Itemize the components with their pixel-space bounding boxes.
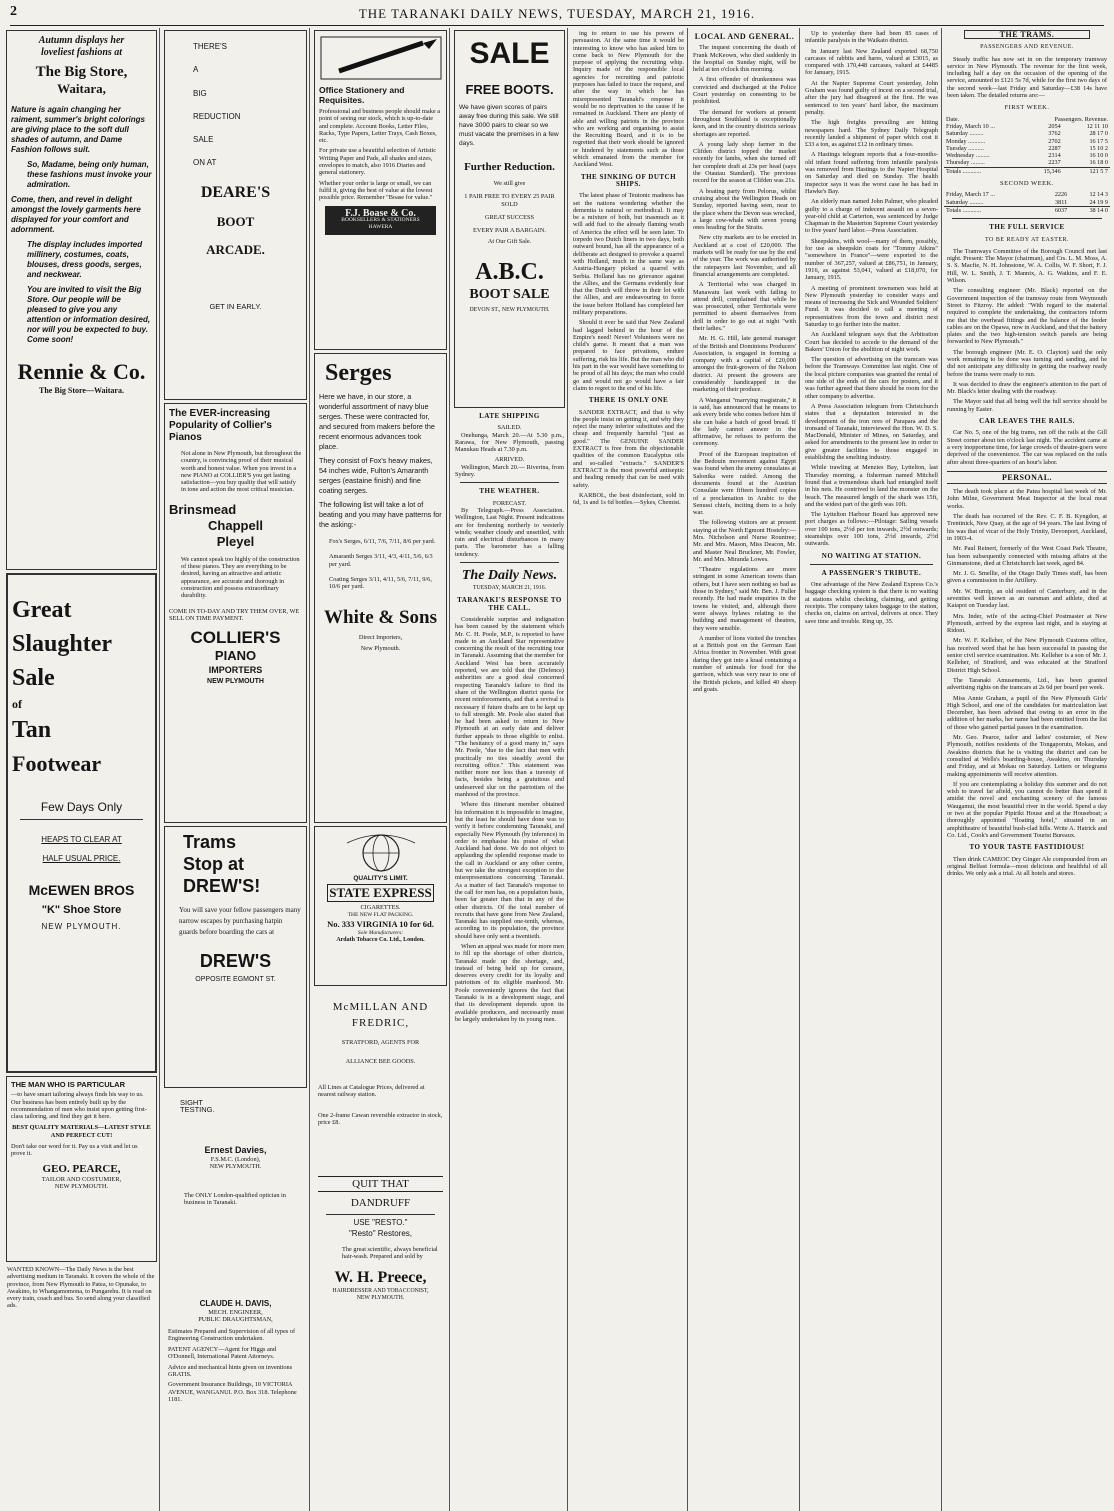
trams-p6: Car No. 5, one of the big trams, ran off the rails at the Gill Street corner about ten o'clock last night. The accident came at a very inopportune time, for large crowds of theatre-goers were deprived of the convenience. The car was replaced on the rails after about three-quarters of an hour's labor.	[947, 429, 1107, 466]
local-2-p10: The question of advertising on the tramcars was before the Tramways Committee last night. One of the local picture companies was granted the rental of one side of the ends of the cars for posters, and it was further agreed that there should be room for the other company to advertise.	[805, 356, 938, 400]
optician-note: The ONLY London-qualified optician in business in Taranaki.	[184, 1192, 286, 1207]
big-store-signature: Rennie & Co.	[17, 359, 146, 384]
wanted-known-notice: WANTED KNOWN—The Daily News is the best advertising medium in Taranaki. It covers the whole of the province, from New Plymouth to Patea, to Opunake, to Awakino, to Whangamomona, to Pungarehu. It is read on every train, coach and bus. So send along your classified ads.	[7, 1266, 155, 1310]
trams-w1-cell: Wednesday .........	[946, 152, 990, 160]
mcmillan-line-3: STRATFORD, AGENTS FOR	[341, 1039, 420, 1046]
local-p3: The demand for workers at present throughout Southland is exceptionally keen, and in the country districts serious shortages are reported.	[693, 108, 796, 138]
sale-address: DEVON ST., NEW PLYMOUTH.	[469, 306, 550, 313]
personal-p1: The death took place at the Patea hospital last week of Mr. John Milne, Government Meat Inspector at the local meat works.	[947, 488, 1107, 510]
trams-week-2: SECOND WEEK.	[1000, 180, 1054, 188]
local-p13: A number of lions visited the trenches at a British post on the German East Africa frontier in November. With great daring they got into a kraal containing a number of animals for food for the garrison, which was very near to one of the British pickets, and killed 40 sheep and goats.	[693, 634, 796, 693]
drew-name: DREW'S	[199, 951, 272, 971]
local-2-p7: Sheepskins, with wool—many of them, possibly, for use as sheepskin coats for "Tommy Atkins" "somewhere in France"—were exported to the number of 367,257, valued at £86,751, in January, 1916, as against 53,041, valued at £18,070, for January, 1915.	[805, 237, 938, 282]
pearce-town: NEW PLYMOUTH.	[54, 1182, 109, 1190]
optician-catalogue: All Lines at Catalogue Prices, delivered at nearest railway station.	[318, 1083, 425, 1098]
state-express-number: No. 333	[327, 918, 355, 929]
trams-header-passengers: Passengers. Revenue.	[1054, 115, 1108, 123]
leader-cont-p3: Should it ever be said that New Zealand had lagged behind in the hour of the Empire's need! Never! Volunteers were no child's game. It meant that a man was prepared to face privations, endure suffering, risk his life. But the man who did his part in the war would have something to be proud of all his days; the man who could go and would not go would have a fair claim to regret to the end of his life.	[573, 319, 684, 392]
local-2-p5: A Hastings telegram reports that a four-months-old infant found suffering from infantile paralysis was removed from Hastings to the Napier Hospital on Saturday and died on Sunday. The health inspector says it was the worst case he has had in Hawke's Bay.	[805, 151, 938, 195]
davis-engineer-ad	[164, 1294, 307, 1474]
trams-p4: It was decided to draw the engineer's attention to the part of Mr. Black's letter dealing with the roadway.	[947, 380, 1107, 396]
local-head: LOCAL AND GENERAL.	[694, 32, 795, 41]
davis-title-2: PUBLIC DRAUGHTSMAN,	[198, 1316, 273, 1324]
deare-line-1: THERE'S	[193, 42, 227, 51]
trams-w1-cell: 12 11 10	[1086, 122, 1108, 130]
table-row	[944, 138, 1110, 145]
trams-w1-total-passengers: 15,346	[1043, 167, 1061, 175]
local-p10: Proof of the European inspiration of the Bedouin movement against Egypt was found when the enemy consulates at Salonika were raided. Among the documents found at the Austrian Consulate were fifteen hundred copies of a proclamation in Arabic to the Senussi chiefs, inciting them to a holy war.	[693, 450, 796, 517]
abc-boot-sale-ad	[454, 30, 565, 408]
davis-body: Estimates Prepared and Supervision of all types of Engineering Construction undertaken.	[168, 1327, 296, 1342]
pearce-head: THE MAN WHO IS PARTICULAR	[11, 1080, 126, 1089]
table-row	[944, 159, 1110, 167]
big-store-headline-1: Autumn displays her	[38, 35, 125, 46]
resto-name: W. H. Preece,	[334, 1269, 427, 1287]
table-row	[944, 145, 1110, 152]
resto-town: NEW PLYMOUTH.	[356, 1295, 405, 1302]
collier-trade: IMPORTERS	[208, 665, 263, 676]
davis-patent: PATENT AGENCY—Agent for Higgs and O'Donnell, International Patent Attorneys.	[168, 1346, 277, 1361]
trams-w1-cell: 16 18 0	[1089, 159, 1108, 167]
optician-name: Ernest Davies,	[204, 1144, 267, 1155]
big-store-body-4: The display includes imported millinery, costumes, coats, blouses, dress goods, serges, and neckwear.	[27, 240, 143, 279]
collier-brand-2: Chappell	[208, 517, 263, 533]
karbol-ad: KARBOL, the best disinfectant, sold in 6d, 1s and 1s 6d bottles.—Sykes, Chemist.	[573, 491, 684, 507]
trams-w2-total-label: Totals ............	[946, 206, 982, 214]
local-2-p14: One advantage of the New Zealand Express Co.'s baggage checking system is that there is no waiting at stations whilst checking, claiming, and getting receipts. The company takes baggage to the station, checks on, claims on arrival, delivers at once. They save time and trouble. Ring up, 35.	[805, 581, 938, 625]
personal-p11: If you are contemplating a holiday this summer and do not wish to travel far afield, you cannot do better than spend it amidst the novel and enchanting scenery of the famous Waugamui, the most beautiful river in the world. Spend a day or two at the popular Pipiriki House and at the Houseboat; a thoroughly appointed "floating hotel," situated in an amphitheatre of beautiful bush-clad hills. Write A. Hatrick and Co. Ltd., Cook's and Government Tourist Bureaux.	[947, 780, 1107, 839]
slaughter-line-4: of	[12, 697, 22, 711]
local-2-p11: A Press Association telegram from Christchurch states that a deputation interested in the development of the iron ores of Parapara and the ironsand of Taranaki, interviewed the Hon. W. D. S. MacDonald, Minister of Mines, on Saturday, and asked for amendments to the present law in order to give greater facilities to those engaged in establishing the smelting industry.	[805, 402, 938, 462]
local-2-p9: An Auckland telegram says that the Arbitration Court has decided to accede to the demand of the Bakers' Union for the abolition of night work.	[805, 331, 938, 353]
shipping-head: LATE SHIPPING	[479, 412, 540, 420]
boase-stationery-ad	[314, 30, 447, 350]
trams-w1-cell: 2314	[1048, 152, 1061, 160]
trams-w1-cell: 16 17 5	[1089, 137, 1108, 145]
trams-p1: The Tramways Committee of the Borough Council met last night. Present: The Mayor (chairman), and Crs. L. M. Moss, A. S. S. Macfie, N. H. Johnstone, W. A. Collis, W. F. Short, F. J. Hill, W. L. Smith, J. T. Mannix, A. G. Watkins, and F. E. Wilson.	[947, 247, 1107, 285]
personal-p8: The Taranaki Amusements, Ltd., has been granted advertising rights on the tramcars at 2s 6d per board per week.	[947, 676, 1107, 692]
trams-p2: The consulting engineer (Mr. Black) reported on the Government inspection of the tramway route from Weymouth Street to Fitzroy. He added: "With regard to the material required to complete the undertaking, the contractors inform me that the overhead fittings and the balance of the feeder cables are on the Opawa, now in Auckland, and that the battery plates and the two high-tension switch panels are being forwarded to New Plymouth."	[947, 287, 1107, 346]
deare-boot-arcade-ad	[164, 30, 307, 400]
state-express-price: VIRGINIA 10 for 6d.	[356, 918, 434, 929]
serges-prices-3: Coating Serges 3/11, 4/11, 5/6, 7/11, 9/6, 10/6 per yard.	[329, 575, 432, 591]
pearce-tailor-ad	[6, 1076, 157, 1262]
shipping-arrived: ARRIVED.	[494, 456, 525, 464]
local-2-p8: A meeting of prominent townsmen was held at New Plymouth yesterday to consider ways and means of increasing the Sick and Wounded Soldiers' Fund. It was decided to call a meeting of representatives from the town and district next Saturday to go further into the matter.	[805, 284, 938, 328]
local-2-p13: The Lyttelton Harbour Board has approved new port charges as follows:—Pilotage: Sailing vessels over 100 tons, 2½d per ton inwards, 2½d outwards; steamships over 100 tons, 2½d inwards, 2½d outwards.	[805, 511, 938, 548]
pearce-line-3: Don't take our word for it. Pay us a visit and let us prove it.	[11, 1143, 138, 1158]
slaughter-line-1: Great	[12, 597, 72, 623]
white-sons-serges-ad	[314, 353, 447, 823]
weather-sub: FORECAST.	[492, 499, 527, 507]
collier-body: Not alone in New Plymouth, but throughout the country, is convincing proof of their musical worth and honest value. When you invest in a new PIANO at COLLIER'S you get lasting satisfaction—you buy quality that will satisfy in tone and action the most critical musician.	[181, 450, 302, 494]
column-2	[162, 28, 310, 1511]
trams-w2-cell: 12 14 3	[1089, 191, 1108, 199]
big-store-headline-2: loveliest fashions at	[40, 47, 123, 58]
mcmillan-line-2: FREDRIC,	[351, 1017, 410, 1029]
column-3	[312, 28, 450, 1511]
leader-cont-p1: ing to return to use his powers of persuasion. At the same time it would be interesting to know who has asked him to come back to New Plymouth for the purpose of applying the recruiting whip. Inquiry made of the responsible local agencies for recruiting and patriotic purposes has failed to trace the request, and after the way in which he has misrepresented Taranaki's response it would be no deprivation to the cause if he remained in Auckland. There are plenty of able and willing patriots in the province who are working and organising to assist the Recruiting Board, and it is to be regretted that their work should be ignored or hindered by statements such as those which emanated from the member for Auckland West.	[573, 30, 684, 169]
collier-head: The EVER-increasing Popularity of Collier's Pianos	[169, 408, 272, 443]
pearce-trade: TAILOR AND COSTUMIER,	[41, 1175, 122, 1183]
optician-town: NEW PLYMOUTH.	[209, 1162, 262, 1170]
big-store-tagline: The Big Store—Waitara.	[39, 386, 124, 395]
trams-w2-total-revenue: 38 14 0	[1089, 206, 1108, 214]
state-express-quality: QUALITY'S LIMIT.	[353, 875, 408, 882]
mcmillan-bee-ad	[314, 989, 447, 1169]
personal-p5: Mr. W. Burnip, an old resident of Canterbury, and in the seventies well known as an oarsman and athlete, died at Kaiapoi on Tuesday last.	[947, 587, 1107, 610]
collier-town: NEW PLYMOUTH	[207, 678, 264, 686]
deare-cta: GET IN EARLY.	[209, 301, 262, 311]
pearce-name: GEO. PEARCE,	[42, 1162, 121, 1175]
serges-body: Here we have, in our store, a wonderful assortment of navy blue serges. These were contracted for, and secured from makers before the recent enormous advances took place.	[319, 392, 435, 451]
passenger-tribute-head: A PASSENGER'S TRIBUTE.	[821, 568, 922, 577]
trams-w1-cell: Thursday .........	[946, 159, 985, 167]
trams-w2-cell: 2226	[1054, 191, 1068, 199]
shipping-sailed: SAILED.	[497, 424, 522, 432]
trams-week-2-table	[944, 191, 1110, 214]
sander-ad: SANDER EXTRACT, and that is why the people insist on getting it, and why they reject the many inferior substitutes and the cheap and frequently harmful "just as good." The GENUINE SANDER EXTRACT is free from the objectionable qualities of the common Eucalyptus oils and so-called "extracts." SANDER'S EXTRACT is the most powerful antiseptic and healing remedy that can be used with safety.	[573, 408, 684, 489]
trams-week-1-total	[944, 167, 1110, 175]
serges-prices-1: Fox's Serges, 6/11, 7/6, 7/11, 8/6 per yard.	[329, 538, 436, 545]
trams-w1-cell: 28 17 0	[1089, 130, 1108, 138]
mcmillan-line-4: ALLIANCE BEE GOODS.	[345, 1058, 416, 1066]
optician-line-2: TESTING.	[180, 1105, 215, 1115]
serges-prices-2: Amaranth Serges 3/11, 4/3, 4/11, 5/6, 6/3 per yard.	[329, 553, 433, 568]
davis-advice: Advice and mechanical hints given on inventions GRATIS.	[168, 1363, 293, 1379]
personal-p9: Miss Annie Graham, a pupil of the New Plymouth Girls' High School, and one of the candidates for matriculation last December, has been advised that owing to an error in the addition of her marks, her name had been omitted from the list of those who gained partial passes in the examination.	[947, 694, 1107, 731]
personal-p10: Mr. Geo. Pearce, tailor and ladies' costumier, of New Plymouth, notifies residents of the Tongaporutu, Mokau, and Awakino districts that he is visiting the district and can be consulted at Wells's boarding-house, Awakino, on Thursday and Friday, and at Mokau on Saturday. Letters or telegrams making appointments will receive attention.	[947, 734, 1107, 778]
optician-line-1: SIGHT	[180, 1098, 203, 1107]
sale-head: SALE	[469, 37, 550, 70]
full-service-sub: TO BE READY AT EASTER.	[984, 236, 1070, 243]
drew-line-1: Trams	[183, 832, 237, 852]
pen-nib-icon	[319, 35, 443, 81]
resto-divider	[326, 1214, 435, 1215]
deare-line-3: BIG	[193, 88, 207, 98]
local-2-p2: In January last New Zealand exported 68,750 carcases of rabbits and hares, valued at £3015, as compared with 170,448 carcases, valued at £4485 for January, 1915.	[805, 47, 938, 77]
local-p9: A Wanganui "marrying magistrate," it is said, has announced that he means to ask every bride who comes before him if she can bake a batch of good bread. If the lady cannot answer in the affirmative, he refuses to perform the ceremony.	[693, 396, 796, 448]
serges-body-3: The following list will take a lot of beating and you may have patterns for the asking:-	[319, 500, 442, 529]
local-p11: The following visitors are at present staying at the North Egmont Hostelry:—Mrs. Nicholson and Nurse Rountree; Mr. and Mrs. Mason, Miss Deacon, Mr. and Master Neal Bruckner, Mr. Fowler, Mr. and Mrs. Miranda Lowes.	[693, 519, 796, 563]
deare-line-2: A	[193, 65, 199, 75]
deare-line-7: BOOT	[216, 213, 255, 229]
local-2-p12: While trawling at Menzies Bay, Lyttelton, last Thursday morning, a fisherman named Mitchell found that a tremendous shark had entangled itself in his nets. He contrived to land the monster on the beach. The measured length of the shark was 15ft, and the widest part of the girth was 10ft.	[805, 464, 938, 508]
trams-week-1-table	[944, 116, 1110, 175]
personal-p7: Mr. W. F. Kelleher, of the New Plymouth Customs office, has received word that he has been successful in passing the senior civil service examination. Mr. Kelleher is a son of Mr. J. Kelleher, of Stratford, and was educated at the Stratford District High School.	[947, 637, 1107, 674]
personal-p4: Mr. J. G. Smellie, of the Otago Daily Times staff, has been given a commission in the Artillery.	[947, 570, 1107, 585]
resto-dandruff-ad	[314, 1172, 447, 1392]
personal-p12: Then drink CAMEOC Dry Ginger Ale compounded from an original Belfast formula—most delicious and healthful of all drinks. We only ask a trial. At all hotels and stores.	[947, 855, 1107, 878]
davis-title-1: MECH. ENGINEER,	[208, 1309, 263, 1316]
car-leaves-rails-head: CAR LEAVES THE RAILS.	[979, 417, 1075, 426]
state-express-maker: Ardath Tobacco Co. Ltd., London.	[336, 937, 425, 944]
slaughter-line-6: Footwear	[12, 751, 102, 776]
slaughter-firm: McEWEN BROS	[28, 881, 135, 898]
optician-extractor: One 2-frame Cawan reversible extractor in stock, price £8.	[318, 1112, 443, 1127]
collier-name: COLLIER'S	[190, 628, 281, 648]
resto-line-4: "Resto" Restores,	[348, 1229, 413, 1239]
column-4-right	[570, 28, 687, 1511]
collier-brand-1: Brinsmead	[169, 501, 237, 517]
local-p12: "Theatre regulations are more stringent in some American towns than others, but I have seen nothing so bad as those in Sydney," said Mr. Ben. J. Fuller recently. He had made enquiries in the towns he visited, and, although there were always bylaws relating to the building and management of theatres, they were sensible.	[693, 566, 796, 632]
boase-logo	[325, 206, 436, 236]
column-5	[690, 28, 800, 1511]
local-2-p1: Up to yesterday there had been 85 cases of infantile paralysis in the Waikato district.	[805, 30, 938, 45]
trams-w1-cell: 2702	[1048, 137, 1061, 145]
drew-line-3: DREW'S!	[183, 876, 261, 896]
column-4	[452, 28, 688, 1511]
dutch-ships-head: THE SINKING OF DUTCH SHIPS.	[580, 172, 677, 188]
trams-w1-total-label: Totals ............	[946, 167, 982, 175]
deare-line-4: REDUCTION	[193, 111, 241, 121]
pearce-body: —to have smart tailoring always finds his way to us. Our business has been entirely built up by the recommendation of men who insist upon getting first-class tailoring, and find they get it here.	[11, 1091, 147, 1121]
shipping-sailed-text: Onehunga, March 20.—At 5.30 p.m., Rarawa, for New Plymouth, passing Manukau Heads at 7.30 p.m.	[455, 431, 564, 454]
local-p2: A first offender of drunkenness was convicted and discharged at the Police Court yesterday on consenting to be prohibited.	[693, 76, 796, 106]
trams-w1-cell: 2287	[1048, 144, 1061, 152]
trams-week-1: FIRST WEEK.	[1004, 104, 1050, 112]
trams-w2-cell: 3811	[1055, 198, 1068, 206]
serges-head: Serges	[325, 360, 392, 386]
boase-body: Professional and business people should make a point of seeing our stock, which is up-to-date and complete. Account Books, Letter Files, Racks, Type Papers, Letter Trays, Cash Boxes, etc.	[319, 108, 441, 145]
trams-w1-cell: 16 10 0	[1089, 152, 1108, 160]
boase-body-2: For private use a beautiful selection of Artistic Writing Paper and Pads, all shades and sizes, envelopes to match, also 1916 Diaries and general stationery.	[319, 147, 436, 177]
boase-logo-name: F.J. Boase & Co.	[345, 207, 416, 219]
column-6	[802, 28, 942, 1511]
trams-w1-cell: Saturday .........	[946, 130, 984, 138]
sale-free-boots: FREE BOOTS.	[465, 82, 554, 97]
boase-body-3: Whether your order is large or small, we can fulfil it, giving the best of value at the lowest possible price. Remember "Boase for value."	[319, 179, 433, 202]
big-store-name: The Big Store,	[35, 64, 128, 80]
shipping-arrived-text: Wellington, March 20.— Riverina, from Sydney.	[455, 463, 564, 479]
pearce-line-2: BEST QUALITY MATERIALS—LATEST STYLE AND PERFECT CUT!	[12, 1124, 151, 1139]
trams-w1-cell: 15 10 2	[1089, 144, 1108, 152]
weather-divider	[460, 482, 559, 483]
globe-icon	[319, 831, 443, 875]
column-4-left	[452, 28, 568, 1511]
boase-head: Office Stationery and Requisites.	[319, 85, 405, 105]
serges-body-2: They consist of Fox's heavy makes, 54 inches wide, Fulton's Amaranth serges (eastaine finish) and fine coating serges.	[319, 456, 433, 495]
collier-product: PIANO	[214, 648, 257, 664]
sale-line-2: 1 PAIR FREE TO EVERY 25 PAIR SOLD	[464, 193, 555, 208]
serges-name: White & Sons	[324, 607, 437, 629]
column-1	[4, 28, 160, 1511]
trams-header-date: Date.	[946, 115, 960, 123]
state-express-brand: STATE EXPRESS	[327, 884, 434, 902]
sale-body: We have given scores of pairs away free during this sale. We still have 3000 pairs to clear so we must vacate the premises in a few days.	[459, 104, 559, 147]
fastidious-head: TO YOUR TASTE FASTIDIOUS!	[969, 843, 1085, 852]
trams-w1-total-revenue: 121 5 7	[1089, 167, 1108, 175]
slaughter-line-5: Tan	[12, 717, 52, 743]
trams-table-header	[944, 116, 1110, 123]
optician-ad	[164, 1091, 307, 1291]
page-number: 2	[10, 4, 18, 19]
local-p4: A young lady shop farmer in the Clifden district topped the market recently for lambs, when she turned off her complete draft at 23s per head (says the Otautau Standard). The previous record for the season at Clifden was 21s.	[693, 140, 796, 185]
trams-w1-cell: 3762	[1048, 130, 1061, 138]
sale-further-reduction: Further Reduction.	[464, 161, 555, 173]
trams-w1-cell: Tuesday ..........	[946, 144, 984, 152]
local-p5: A boating party from Pelorus, whilst cruising about the Wellington Heads on Sunday, reported having seen, near to the place where the Devon was wrecked, a large cow-whale with seven young ones heading for the Straits.	[693, 187, 796, 232]
trams-p5: The Mayor said that all being well the full service should be running by Easter.	[947, 398, 1107, 413]
masthead-title: THE TARANAKI DAILY NEWS, TUESDAY, MARCH 21, 1916.	[358, 6, 756, 21]
optician-credentials: F.S.M.C. (London),	[210, 1155, 261, 1163]
personal-p2: The death has occurred of the Rev. C. F. B. Kyngdon, at Trentinick, New Quay, at the age of 94 years. The last living of his was that of vicar of the Holy Trinity, Devonport, Auckland, in 1903-4.	[947, 513, 1107, 542]
slaughter-divider	[20, 819, 143, 820]
big-store-place: Waitara,	[57, 81, 106, 96]
deare-name: DEARE'S	[200, 183, 271, 201]
sale-line-1: We still give	[493, 180, 526, 187]
trams-intro: Steady traffic has now set in on the temporary tramway service in New Plymouth. The revenue for the first week, including half a day on the occasion of the opening of the service, amounted to £121 5s 7d, while for the first two days of the second week—last Friday and Saturday—£38 14s have been taken. The detailed returns are:—	[947, 55, 1107, 100]
collier-cta: COME IN TO-DAY AND TRY THEM OVER, WE SELL ON TIME PAYMENT.	[169, 607, 300, 622]
drew-line-2: Stop at	[183, 854, 244, 874]
big-store-body-1: Nature is again changing her raiment, summer's bright colorings are giving place to the soft dull shades of autumn, and Dame Fashion follows suit.	[11, 105, 145, 154]
trams-w1-cell: Monday ...........	[946, 137, 986, 145]
state-express-ad	[314, 826, 447, 986]
trams-head: THE TRAMS.	[964, 30, 1090, 39]
sale-line-5: At Our Gift Sale.	[487, 238, 532, 246]
leader-p1: Considerable surprise and indignation has been caused by the statement which Mr. C. H. Poole, M.P., is reported to have made to an Auckland Star representative concerning the result of the recruiting tour in Taranaki. Assuming that the member for Auckland West has been accurately reported, we are told that the (Defence) authorities are a good deal concerned respecting Taranaki's failure to find its share of the Wellington district quota for recent reinforcements, and that a revival is necessary if future drafts are to be kept up to full strength. Mr. Poole also stated that he had been asked to return to New Plymouth at an early date and deliver further appeals to those eligible to enlist. "The hesitancy of a good many in," says Mr. Poole, "due to the fact that men with practically no ties steadily avoid the recruiting office." This statement was neither more nor less than a travesty of facts, besides being a gratuitous and undeserved slur on the patriotism of the manhood of the province.	[455, 615, 564, 799]
collier-brand-3: Pleyel	[216, 533, 255, 549]
personal-p6: Mrs. Inder, wife of the acting-Chief Postmaster at New Plymouth, arrived by the express last night, and is staying at Ridoni.	[947, 612, 1107, 635]
collier-pianos-ad	[164, 403, 307, 823]
big-store-body-3: Come, then, and revel in delight amongst the lovely garments here displayed for your comfort and adornment.	[11, 195, 141, 234]
local-p1: The inquest concerning the death of Frank McKeown, who died suddenly in the hospital on Sunday night, will be held at ten o'clock this morning.	[693, 44, 796, 74]
slaughter-sale-ad	[6, 573, 157, 1073]
masthead	[10, 4, 1104, 26]
nameplate-divider	[460, 562, 559, 563]
slaughter-heaps: HEAPS TO CLEAR AT	[41, 835, 122, 844]
mcmillan-line-1: McMILLAN AND	[332, 1001, 429, 1013]
no-waiting-head: NO WAITING AT STATION.	[821, 551, 922, 560]
table-row	[944, 130, 1110, 137]
weather-head: THE WEATHER.	[479, 487, 540, 496]
leader-date: TUESDAY, MARCH 21, 1916.	[472, 585, 547, 592]
trams-w2-cell: Saturday .........	[946, 198, 984, 206]
leader-cont-p2: The latest phase of Teutonic madness has set the nations wondering whether the dementia is natural or methodical. It may be a mixture of both, but inasmuch as it will add fuel to the already flaming wrath of America the effect will be seen later. To torpedo two Dutch liners in two days, both outward bound, has all the appearance of a deliberate act designed to provoke a quarrel with Holland, much in the same way as Austria-Hungary picked a quarrel with Serbia. Holland has no grievance against the Allies, and the Germans evidently fear that the Dutch will throw in their lot with the Allies, and are endeavouring to force the issue before Holland has completed her military preparations.	[573, 192, 684, 316]
trams-week-2-total	[944, 206, 1110, 214]
sale-name-1: A.B.C.	[475, 258, 544, 285]
table-row	[944, 191, 1110, 198]
state-express-product: CIGARETTES.	[360, 904, 401, 912]
resto-line-3: USE "RESTO."	[353, 1218, 408, 1227]
boase-logo-sub: BOOKSELLERS & STATIONERS	[341, 216, 420, 223]
local-2-p6: An elderly man named John Palmer, who pleaded guilty to a charge of indecent assault on a seven-year-old child at Carterton, was sentenced by Judge Chapman in the Masterton Supreme Court yesterday to five years' hard labor.—Press Association.	[805, 198, 938, 235]
resto-line-1: QUIT THAT	[318, 1176, 443, 1192]
drew-hatpin-ad	[164, 826, 307, 1088]
trams-w1-cell: 2237	[1048, 159, 1061, 167]
sander-head: THERE IS ONLY ONE	[588, 396, 669, 405]
slaughter-line-3: Sale	[12, 665, 55, 691]
weather-body: By Telegraph.—Press Association. Wellington, Last Night. Present indications are for freshening northerly to westerly winds; weather cloudy and unsettled, with rain and electrical disturbances in many parts. The barometer has a falling tendency.	[455, 506, 564, 558]
leader-p3: When an appeal was made for more men to fill up the shortage of other districts, Taranaki made up the shortage, and, instead of being held up for censure, deserves every credit for its loyalty and patriotism of its eligible manhood. Mr. Poole conveniently ignores the fact that Taranaki is in a development stage, and that its development depends upon its available producers, and necessarily must be largely undertaken by its young men.	[455, 943, 564, 1023]
trams-w2-cell: Friday, March 17 ...	[946, 191, 995, 199]
serges-town: New Plymouth.	[360, 644, 401, 652]
leader-p2: Where this itinerant member obtained his information it is impossible to imagine, but the least he should have done was to verify it before condemning Taranaki, and especially New Plymouth (by inference) in order to emphasise his praise of what Auckland had done. We do not object to applauding the splendid response made to the call in Auckland or any other centre, but we take the strongest exception to the misrepresentations concerning Taranaki. As a matter of fact Taranaki's response to the call for men has, on a population basis, been far greater than that in any of the other districts. Of the total number of recruits that have gone from New Zealand, Taranaki has supplied one-tenth, whereas, according to its population, the province should have only sent a twentieth.	[455, 801, 564, 940]
column-7	[944, 28, 1110, 1511]
slaughter-line-2: Slaughter	[12, 631, 113, 657]
drew-address: OPPOSITE EGMONT ST.	[195, 976, 276, 983]
no-waiting-divider	[810, 564, 933, 565]
local-p7: A Territorial who was charged in Manawatu last week with failing to attend drill, complained that while he was prosecuted, other Territorials were permitted to absent themselves from drill in order to go out at night "with their ladies."	[693, 281, 796, 332]
deare-line-5: SALE	[193, 135, 214, 145]
local-2-p3: At the Napier Supreme Court yesterday, John Graham was found guilty of incest on a second trial, after the jury had disagreed at the first. He was sentenced to ten years' hard labor, the maximum penalty.	[805, 79, 938, 116]
leader-nameplate: The Daily News.	[461, 568, 558, 584]
collier-body-2: We cannot speak too highly of the construction of these pianos. They are everything to be desired, having an attractive and artistic appearance, are accurate and thorough in construction and possess extraordinary durability.	[181, 555, 300, 600]
resto-line-2: DANDRUFF	[350, 1197, 411, 1209]
boase-logo-town: HAWERA	[368, 224, 393, 231]
big-store-body-5: You are invited to visit the Big Store. Our people will be pleased to give you any attention or information desired, nor will you be expected to buy. Come soon!	[27, 285, 151, 344]
trams-sub: PASSENGERS AND REVENUE.	[980, 44, 1074, 51]
trams-w1-cell: 2054	[1048, 122, 1061, 130]
sale-line-3: GREAT SUCCESS	[484, 213, 535, 221]
slaughter-town: NEW PLYMOUTH.	[41, 921, 122, 931]
davis-name: CLAUDE H. DAVIS,	[199, 1299, 272, 1308]
slaughter-store: "K" Shoe Store	[41, 903, 122, 916]
local-p8: Mr. H. G. Hill, late general manager of the British and Dominions Producers' Association, is engaged in forming a company with a capital of £20,000 amongst the fruit-growers of the Nelson district. At present the growers are considerably handicapped in the marketing of their produce.	[693, 335, 796, 394]
slaughter-days: Few Days Only	[40, 800, 123, 814]
local-p6: New city markets are to be erected in Auckland at a cost of £20,000. The markets will be ready for use by the end of the year. The work was authorised by the ratepayers last November, and all financial arrangements are completed.	[693, 234, 796, 278]
trams-w2-total-passengers: 6037	[1054, 206, 1068, 214]
big-store-ad	[6, 30, 157, 570]
sale-line-4: EVERY PAIR A BARGAIN.	[472, 227, 546, 235]
trams-w2-cell: 24 19 9	[1089, 198, 1108, 206]
big-store-body-2: So, Madame, being only human, these fashions must invoke your admiration.	[27, 160, 152, 189]
drew-body: You will save your fellow passengers many narrow escapes by purchasing hatpin guards before boarding the cars at	[179, 906, 301, 936]
slaughter-price: HALF USUAL PRICE.	[42, 854, 121, 864]
deare-line-8: ARCADE.	[206, 241, 265, 257]
resto-body: The great scientific, always beneficial hair-wash. Prepared and sold by	[342, 1245, 438, 1260]
table-row	[944, 152, 1110, 159]
leader-head: TARANAKI'S RESPONSE TO THE CALL.	[457, 596, 562, 612]
personal-head: PERSONAL.	[947, 471, 1107, 484]
full-service-head: THE FULL SERVICE	[989, 223, 1065, 232]
personal-p3: Mr. Paul Reinert, formerly of the West Coast Park Theatre, has been subsequently connected with missing affairs at the Ginmanstone, died at Christchurch last week, aged 84.	[947, 545, 1107, 567]
state-express-maker-label: Sole Manufacturers:	[357, 929, 404, 936]
davis-address: Government Insurance Buildings, 10 VICTORIA AVENUE, WANGANUI. P.O. Box 318. Telephone 1181.	[168, 1381, 297, 1403]
serges-trade: Direct Importers,	[358, 634, 403, 642]
trams-p3: The borough engineer (Mr. E. O. Clayton) said the only work remaining to be done was turning and sanding, and he did not anticipate any difficulty in getting the roadway ready before the trams were ready to run.	[947, 348, 1107, 378]
resto-trade: HAIRDRESSER AND TOBACCONIST,	[332, 1288, 429, 1295]
trams-w1-cell: Friday, March 10 ...	[946, 122, 995, 130]
table-row	[944, 123, 1110, 130]
sale-name-2: BOOT SALE	[469, 286, 550, 302]
local-2-p4: The high freights prevailing are hitting newspapers hard. The Sydney Daily Telegraph recently landed a shipment of paper which cost it £33 a ton, as against £12 in ordinary times.	[805, 119, 938, 149]
trams-divider	[952, 218, 1102, 219]
table-row	[944, 199, 1110, 207]
state-express-pack: THE NEW FLAT PACKING.	[347, 911, 414, 918]
deare-line-6: ON AT	[193, 158, 217, 168]
